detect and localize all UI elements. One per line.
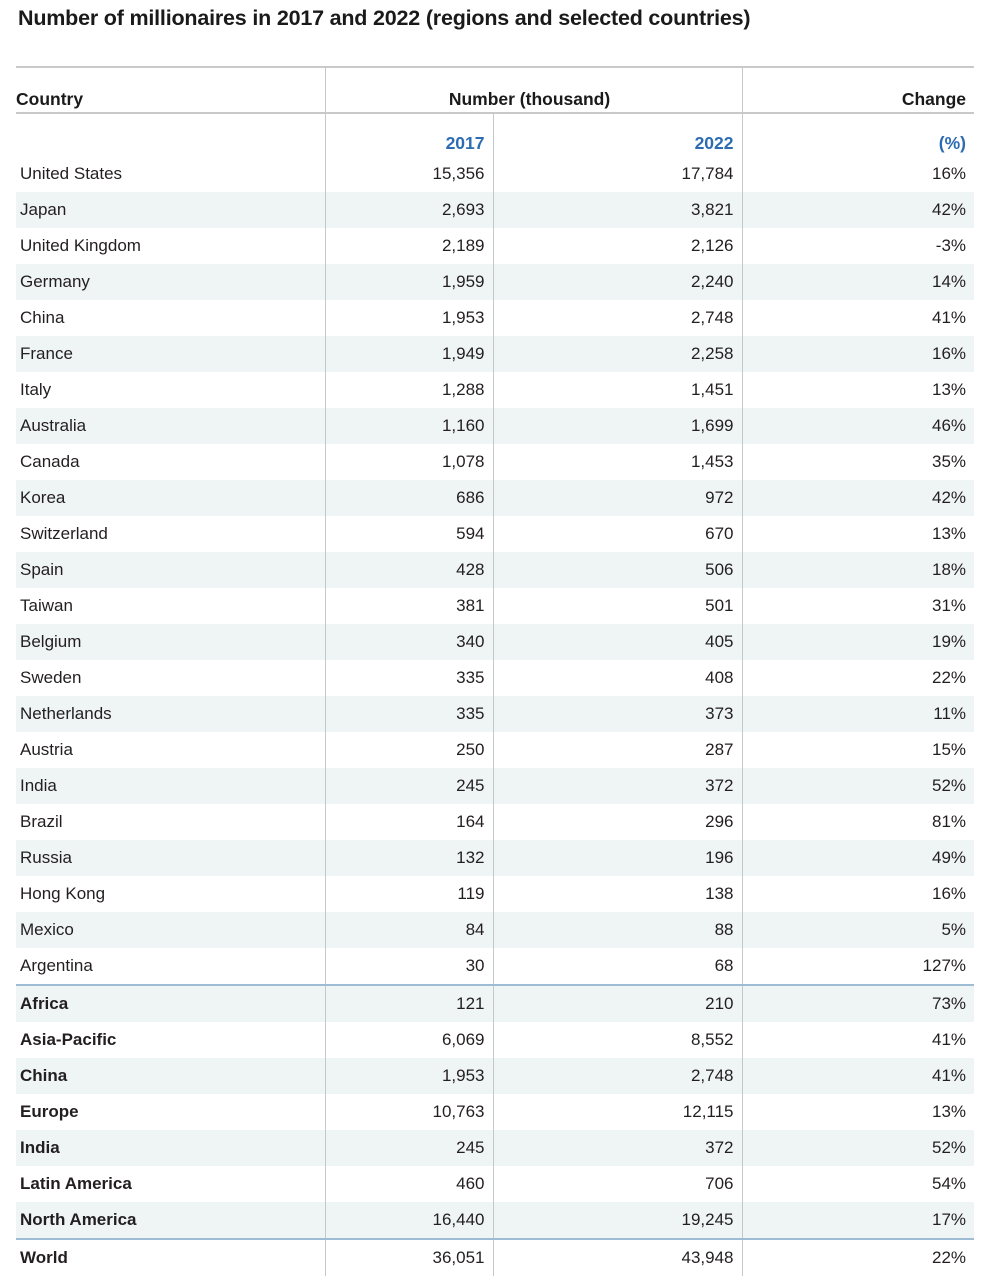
column-subheader-2017: 2017 xyxy=(325,113,493,156)
table-row xyxy=(16,480,974,516)
table-row xyxy=(16,840,974,876)
cell-country: World xyxy=(16,1239,325,1276)
cell-change: 5% xyxy=(742,912,974,948)
cell-2022: 43,948 xyxy=(493,1239,742,1276)
column-subheader-percent: (%) xyxy=(742,113,974,156)
table-row xyxy=(16,948,974,985)
table-row xyxy=(16,1239,974,1276)
cell-2017: 2,693 xyxy=(325,192,493,228)
cell-country: France xyxy=(16,336,325,372)
table-row xyxy=(16,912,974,948)
cell-country: China xyxy=(20,308,65,327)
table-row xyxy=(16,552,974,588)
cell-2017: 335 xyxy=(325,660,493,696)
cell-2017: 121 xyxy=(325,985,493,1022)
table-row xyxy=(16,192,974,228)
table-header-row-secondary xyxy=(16,113,974,156)
cell-2022: 706 xyxy=(493,1166,742,1202)
table-header-row-primary xyxy=(16,67,974,113)
table-header xyxy=(16,67,974,156)
cell-2022: 138 xyxy=(493,876,742,912)
millionaires-table-container xyxy=(16,66,974,1276)
cell-change: 41% xyxy=(742,1022,974,1058)
cell-2017: 1,959 xyxy=(325,264,493,300)
cell-country: Russia xyxy=(16,840,325,876)
table-row xyxy=(16,1058,974,1094)
cell-country: Germany xyxy=(16,264,325,300)
cell-2022: 1,451 xyxy=(493,372,742,408)
column-header-change: Change xyxy=(742,67,974,113)
cell-country: Netherlands xyxy=(16,696,325,732)
cell-country: Belgium xyxy=(16,624,325,660)
cell-country: China xyxy=(16,1058,325,1094)
cell-2017: 686 xyxy=(325,480,493,516)
cell-2017: 1,160 xyxy=(325,408,493,444)
table-row xyxy=(16,696,974,732)
cell-2017: 36,051 xyxy=(325,1239,493,1276)
cell-2022: 372 xyxy=(493,1130,742,1166)
cell-2022: 373 xyxy=(493,696,742,732)
cell-2022: 2,748 xyxy=(493,1058,742,1094)
cell-2022: 68 xyxy=(493,948,742,985)
cell-country: North America xyxy=(16,1202,325,1239)
cell-change: 54% xyxy=(742,1166,974,1202)
cell-change: 81% xyxy=(742,804,974,840)
table-row xyxy=(16,156,974,192)
cell-2017: 245 xyxy=(325,768,493,804)
cell-2022: 210 xyxy=(493,985,742,1022)
cell-change: 127% xyxy=(742,948,974,985)
cell-2017: 15,356 xyxy=(325,156,493,192)
cell-2022: 2,258 xyxy=(493,336,742,372)
cell-2022: 372 xyxy=(493,768,742,804)
cell-country: Italy xyxy=(20,380,52,399)
cell-2017: 1,288 xyxy=(325,372,493,408)
cell-change: 16% xyxy=(742,156,974,192)
cell-country: United Kingdom xyxy=(20,236,141,255)
cell-country: Australia xyxy=(16,408,325,444)
table-row xyxy=(16,300,974,336)
column-header-number: Number (thousand) xyxy=(325,67,742,113)
cell-2017: 594 xyxy=(325,516,493,552)
table-row xyxy=(16,660,974,696)
cell-change: 31% xyxy=(742,588,974,624)
table-row xyxy=(16,732,974,768)
cell-change: 42% xyxy=(742,480,974,516)
cell-change: 41% xyxy=(742,1058,974,1094)
cell-country: India xyxy=(16,1130,325,1166)
cell-2017: 84 xyxy=(325,912,493,948)
cell-2022: 8,552 xyxy=(493,1022,742,1058)
cell-2022: 3,821 xyxy=(493,192,742,228)
cell-2017: 6,069 xyxy=(325,1022,493,1058)
cell-2017: 1,078 xyxy=(325,444,493,480)
cell-change: 16% xyxy=(742,876,974,912)
cell-2022: 287 xyxy=(493,732,742,768)
table-row xyxy=(16,1022,974,1058)
table-row xyxy=(16,264,974,300)
column-header-country: Country xyxy=(16,67,325,113)
cell-change: -3% xyxy=(742,228,974,264)
cell-country: Mexico xyxy=(16,912,325,948)
cell-country: Korea xyxy=(16,480,325,516)
cell-2022: 2,126 xyxy=(493,228,742,264)
table-row xyxy=(16,516,974,552)
cell-2022: 670 xyxy=(493,516,742,552)
cell-country: Brazil xyxy=(20,812,63,831)
cell-2022: 2,240 xyxy=(493,264,742,300)
table-row xyxy=(16,1094,974,1130)
cell-change: 16% xyxy=(742,336,974,372)
cell-change: 13% xyxy=(742,1094,974,1130)
cell-2017: 30 xyxy=(325,948,493,985)
cell-country: Spain xyxy=(16,552,325,588)
cell-country: United States xyxy=(20,164,123,183)
cell-change: 22% xyxy=(742,1239,974,1276)
cell-2022: 408 xyxy=(493,660,742,696)
cell-change: 73% xyxy=(742,985,974,1022)
cell-2017: 1,953 xyxy=(325,300,493,336)
cell-country: Africa xyxy=(16,985,325,1022)
cell-2017: 10,763 xyxy=(325,1094,493,1130)
cell-country: Canada xyxy=(20,452,80,471)
cell-2022: 2,748 xyxy=(493,300,742,336)
cell-2022: 1,453 xyxy=(493,444,742,480)
cell-country: Asia-Pacific xyxy=(20,1030,117,1049)
cell-change: 13% xyxy=(742,516,974,552)
cell-2022: 12,115 xyxy=(493,1094,742,1130)
table-row xyxy=(16,228,974,264)
cell-2017: 381 xyxy=(325,588,493,624)
cell-change: 18% xyxy=(742,552,974,588)
cell-2022: 501 xyxy=(493,588,742,624)
millionaires-table xyxy=(16,66,974,1276)
column-subheader-blank xyxy=(16,113,325,156)
cell-2022: 19,245 xyxy=(493,1202,742,1239)
cell-change: 46% xyxy=(742,408,974,444)
cell-2017: 245 xyxy=(325,1130,493,1166)
cell-change: 22% xyxy=(742,660,974,696)
cell-change: 14% xyxy=(742,264,974,300)
table-row xyxy=(16,1130,974,1166)
cell-country: Latin America xyxy=(20,1174,132,1193)
cell-2017: 340 xyxy=(325,624,493,660)
cell-2022: 17,784 xyxy=(493,156,742,192)
cell-country: Sweden xyxy=(20,668,82,687)
table-row xyxy=(16,444,974,480)
cell-2022: 405 xyxy=(493,624,742,660)
cell-change: 52% xyxy=(742,768,974,804)
cell-change: 42% xyxy=(742,192,974,228)
cell-country: Japan xyxy=(16,192,325,228)
table-row xyxy=(16,876,974,912)
cell-2022: 1,699 xyxy=(493,408,742,444)
cell-change: 15% xyxy=(742,732,974,768)
cell-change: 13% xyxy=(742,372,974,408)
cell-change: 19% xyxy=(742,624,974,660)
page-title: Number of millionaires in 2017 and 2022 (regions and selected countries) xyxy=(18,6,751,30)
cell-country: Taiwan xyxy=(20,596,73,615)
table-row xyxy=(16,372,974,408)
column-subheader-2022: 2022 xyxy=(493,113,742,156)
table-row xyxy=(16,624,974,660)
cell-2017: 1,953 xyxy=(325,1058,493,1094)
cell-2017: 250 xyxy=(325,732,493,768)
cell-country: Austria xyxy=(20,740,73,759)
cell-country: Argentina xyxy=(20,956,93,975)
cell-country: Switzerland xyxy=(20,524,108,543)
cell-2017: 16,440 xyxy=(325,1202,493,1239)
cell-2017: 164 xyxy=(325,804,493,840)
cell-2017: 2,189 xyxy=(325,228,493,264)
cell-2017: 460 xyxy=(325,1166,493,1202)
cell-2022: 296 xyxy=(493,804,742,840)
cell-2017: 335 xyxy=(325,696,493,732)
cell-change: 35% xyxy=(742,444,974,480)
cell-change: 49% xyxy=(742,840,974,876)
cell-2017: 428 xyxy=(325,552,493,588)
cell-2022: 972 xyxy=(493,480,742,516)
cell-country: Europe xyxy=(20,1102,79,1121)
table-row xyxy=(16,804,974,840)
table-row xyxy=(16,1202,974,1239)
table-row xyxy=(16,1166,974,1202)
cell-2022: 506 xyxy=(493,552,742,588)
cell-2017: 132 xyxy=(325,840,493,876)
table-row xyxy=(16,985,974,1022)
cell-2022: 88 xyxy=(493,912,742,948)
table-row xyxy=(16,588,974,624)
cell-country: India xyxy=(16,768,325,804)
cell-2022: 196 xyxy=(493,840,742,876)
cell-2017: 119 xyxy=(325,876,493,912)
table-row xyxy=(16,408,974,444)
table-row xyxy=(16,768,974,804)
cell-change: 52% xyxy=(742,1130,974,1166)
cell-change: 41% xyxy=(742,300,974,336)
table-body xyxy=(16,156,974,1276)
cell-2017: 1,949 xyxy=(325,336,493,372)
table-row xyxy=(16,336,974,372)
cell-country: Hong Kong xyxy=(20,884,106,903)
cell-change: 11% xyxy=(742,696,974,732)
cell-change: 17% xyxy=(742,1202,974,1239)
